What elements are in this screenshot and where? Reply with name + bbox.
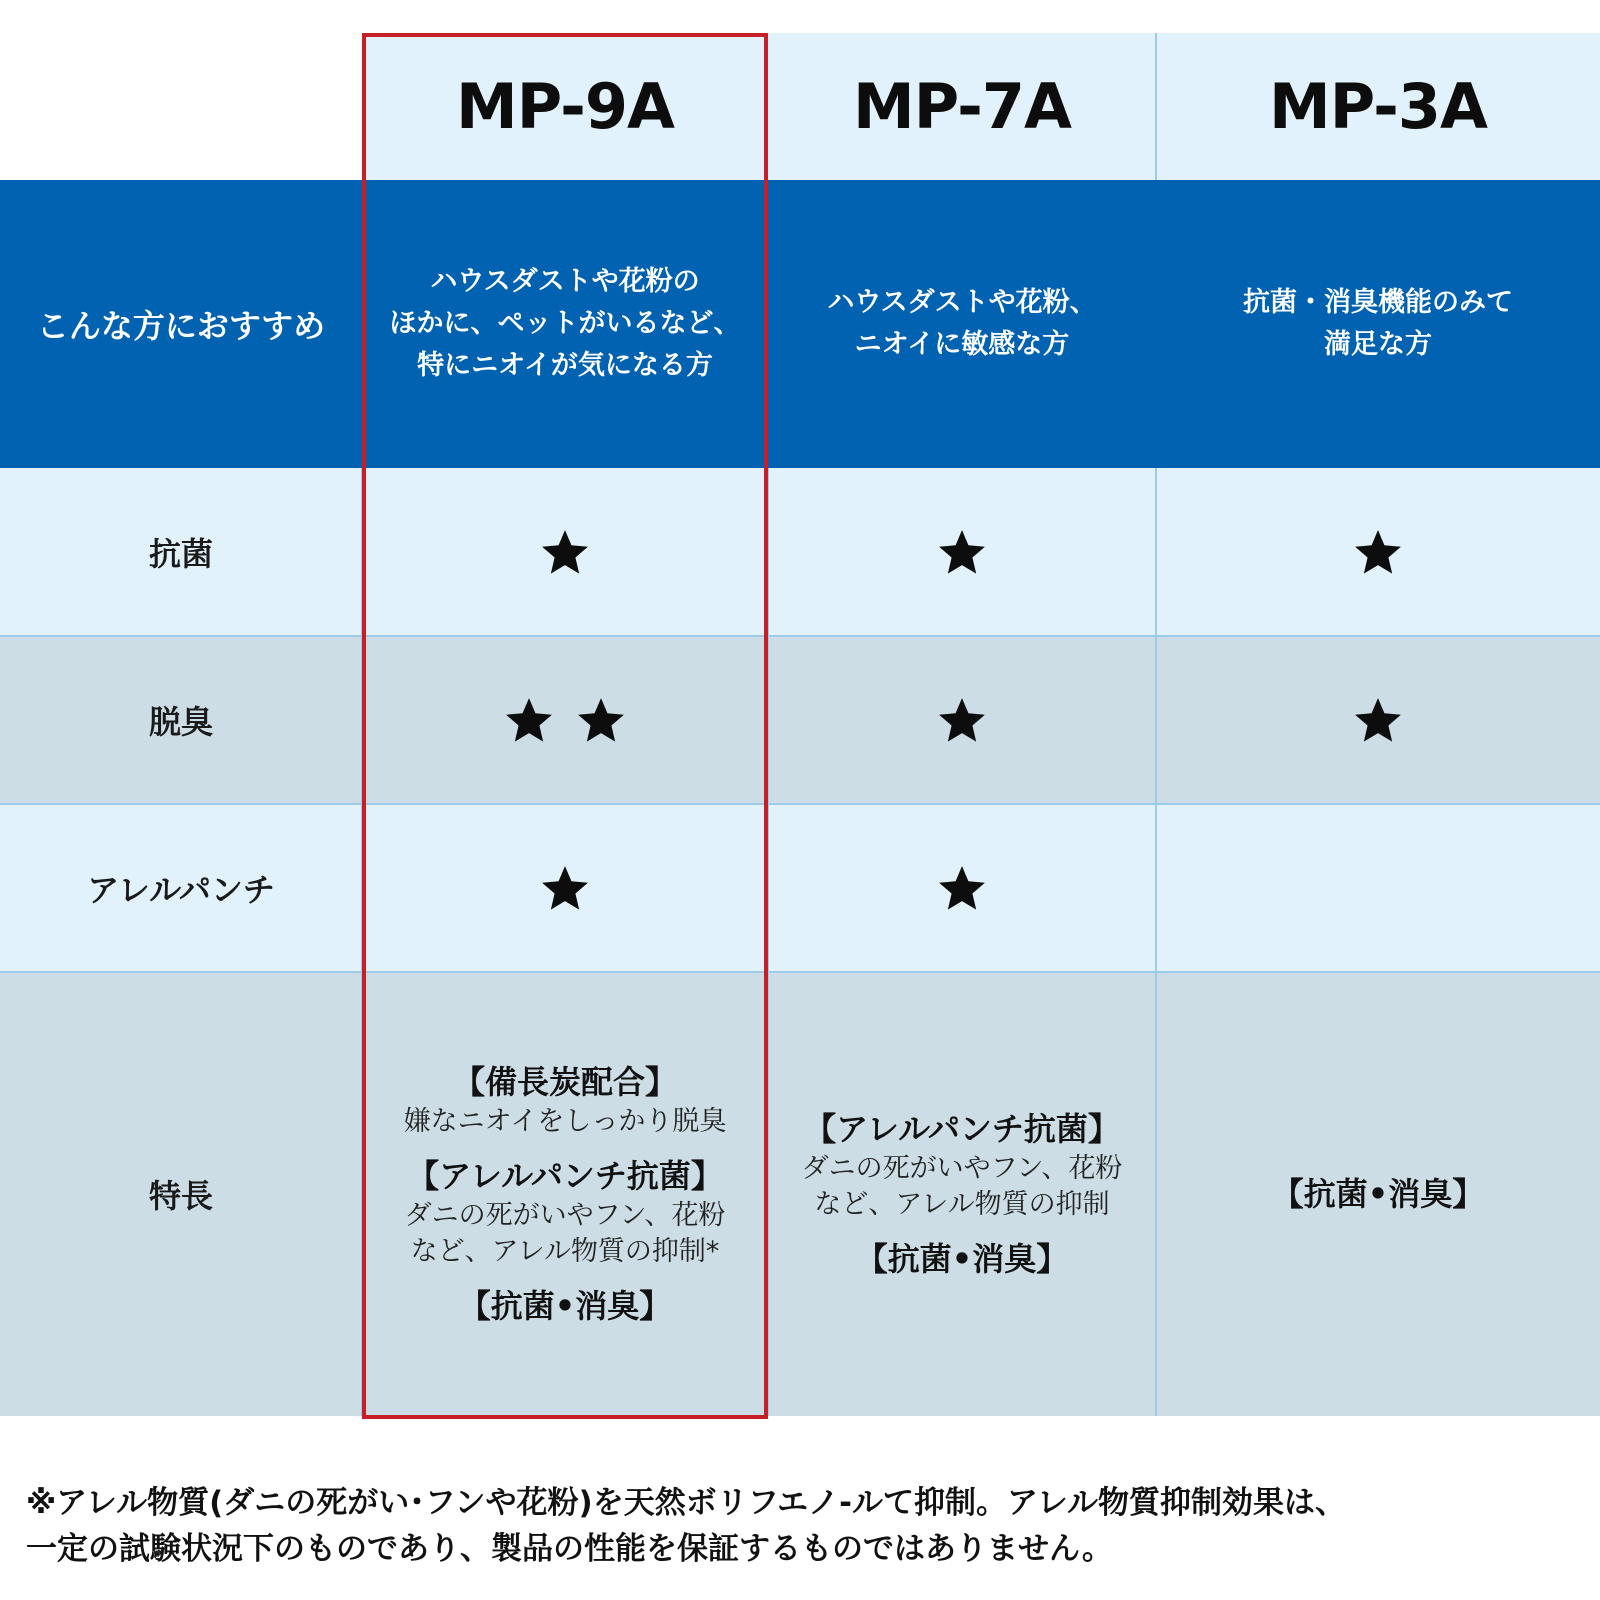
rating-allerpunch-mp9a <box>362 804 768 972</box>
row-label: 脱臭 <box>148 703 213 741</box>
row-label: 特長 <box>148 1177 213 1215</box>
star-rating <box>1353 695 1403 745</box>
column-divider <box>361 468 363 1416</box>
row-label-deodorize <box>0 636 362 804</box>
star-icon <box>540 527 590 577</box>
star-rating <box>540 863 590 913</box>
star-icon <box>1353 695 1403 745</box>
row-label-antibacterial <box>0 468 362 636</box>
feature-description: ダニの死がいやフン、花粉 など、アレル物質の抑制 <box>801 1153 1123 1220</box>
rating-allerpunch-mp7a <box>768 804 1156 972</box>
column-divider <box>1155 33 1157 180</box>
rating-antibacterial-mp9a <box>362 468 768 636</box>
row-divider <box>0 803 1600 805</box>
star-rating <box>1353 527 1403 577</box>
row-divider <box>0 971 1600 973</box>
recommend-mp9a <box>362 180 768 468</box>
model-name: MP-3A <box>1269 70 1487 143</box>
star-icon <box>937 527 987 577</box>
features-mp7a <box>768 972 1156 1416</box>
feature-heading: 【抗菌•消臭】 <box>855 1240 1069 1278</box>
star-icon <box>504 695 554 745</box>
footnote: ※アレル物質(ダニの死がい･フンや花粉)を天然ボリフエノ-ルて抑制。アレル物質抑制効果は、 一定の試験状況下のものであり、製品の性能を保証するものではありません。 <box>26 1485 1347 1567</box>
star-icon <box>937 695 987 745</box>
star-icon <box>1353 527 1403 577</box>
model-name: MP-9A <box>456 70 674 143</box>
column-divider <box>1155 468 1157 1416</box>
star-rating <box>937 695 987 745</box>
star-icon <box>576 695 626 745</box>
recommend-text: ハウスダストや花粉の ほかに、ペットがいるなど、 特にニオイが気になる方 <box>389 266 741 381</box>
recommend-text: ハウスダストや花粉、 ニオイに敏感な方 <box>827 287 1097 360</box>
star-icon <box>937 863 987 913</box>
star-icon <box>540 863 590 913</box>
column-divider <box>767 468 769 1416</box>
model-header-mp9a <box>362 33 768 180</box>
features-mp9a <box>362 972 768 1416</box>
feature-description: ダニの死がいやフン、花粉 など、アレル物質の抑制* <box>404 1200 726 1267</box>
recommend-label: こんな方におすすめ <box>36 307 326 345</box>
rating-allerpunch-mp3a <box>1156 804 1600 972</box>
row-label-features <box>0 972 362 1416</box>
recommend-mp3a <box>1156 180 1600 468</box>
model-name: MP-7A <box>853 70 1071 143</box>
star-rating <box>540 527 590 577</box>
row-label: アレルパンチ <box>87 871 275 909</box>
feature-heading: 【アレルパンチ抗菌】 <box>407 1157 723 1195</box>
feature-heading: 【抗菌•消臭】 <box>1271 1175 1485 1213</box>
recommend-text: 抗菌・消臭機能のみて 満足な方 <box>1243 287 1513 360</box>
recommend-mp7a <box>768 180 1156 468</box>
star-rating <box>937 527 987 577</box>
feature-heading: 【備長炭配合】 <box>452 1063 677 1101</box>
star-rating <box>937 863 987 913</box>
row-divider <box>0 635 1600 637</box>
feature-heading: 【抗菌•消臭】 <box>458 1287 672 1325</box>
star-rating <box>504 695 626 745</box>
feature-heading: 【アレルパンチ抗菌】 <box>804 1110 1120 1148</box>
rating-antibacterial-mp7a <box>768 468 1156 636</box>
model-header-mp7a <box>768 33 1156 180</box>
rating-antibacterial-mp3a <box>1156 468 1600 636</box>
row-label: 抗菌 <box>148 535 213 573</box>
row-label-allerpunch <box>0 804 362 972</box>
rating-deodorize-mp3a <box>1156 636 1600 804</box>
rating-deodorize-mp9a <box>362 636 768 804</box>
recommend-label-cell <box>0 180 362 468</box>
feature-description: 嫌なニオイをしっかり脱臭 <box>403 1106 727 1137</box>
features-mp3a <box>1156 972 1600 1416</box>
model-header-mp3a <box>1156 33 1600 180</box>
rating-deodorize-mp7a <box>768 636 1156 804</box>
